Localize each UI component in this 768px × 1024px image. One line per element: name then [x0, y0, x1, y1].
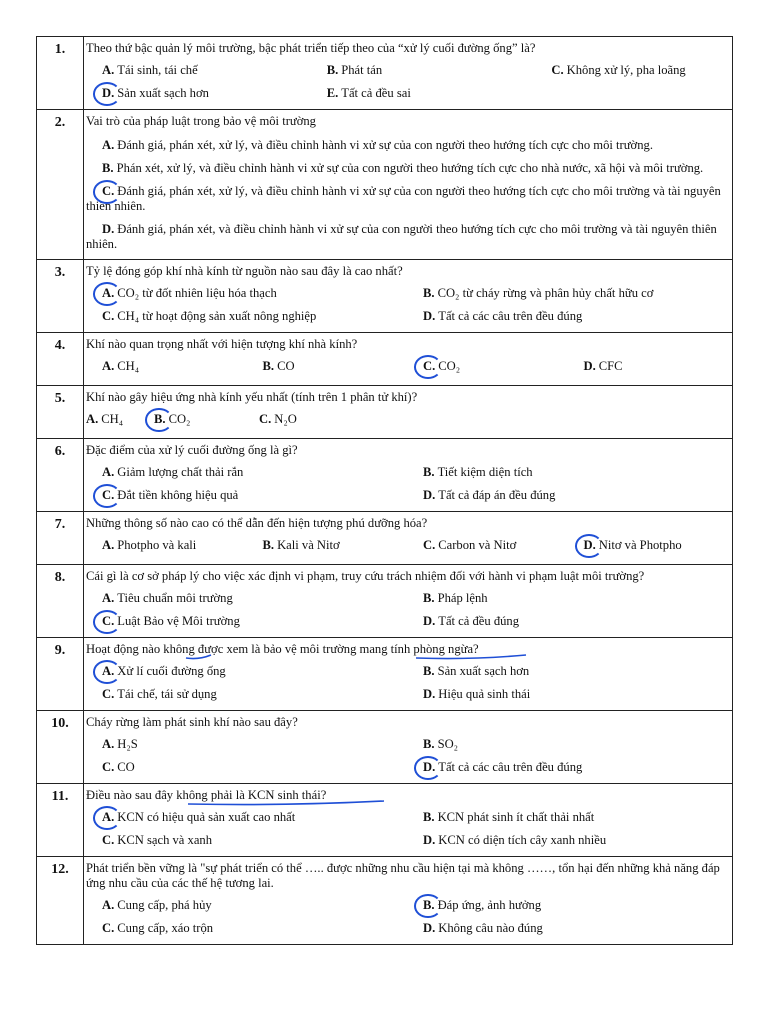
question-body — [84, 110, 733, 260]
option-text: Tiêu chuẩn môi trường — [117, 591, 233, 605]
option-letter: D. — [423, 921, 436, 935]
question-number: 6. — [37, 439, 84, 512]
option-letter: C. — [423, 538, 436, 552]
option-letter: A. — [86, 412, 99, 426]
question-body — [84, 857, 733, 945]
answer-option-c[interactable] — [86, 184, 728, 214]
question-number: 7. — [37, 512, 84, 565]
option-letter: D. — [423, 488, 436, 502]
option-letter: D. — [583, 359, 596, 373]
option-letter: D. — [102, 86, 115, 100]
answer-option-d[interactable] — [407, 309, 728, 324]
option-letter: A. — [102, 63, 115, 77]
answer-option-b[interactable] — [407, 664, 728, 679]
question-number: 8. — [37, 565, 84, 638]
option-letter: B. — [326, 63, 339, 77]
question-number: 10. — [37, 711, 84, 784]
answer-options — [86, 587, 728, 633]
option-text: CO₂ từ cháy rừng và phân hủy chất hữu cơ — [437, 286, 654, 300]
option-text: Tất cả các câu trên đều đúng — [438, 309, 583, 323]
option-text: Sản xuất sạch hơn — [117, 86, 209, 100]
question-body — [84, 37, 733, 110]
option-text: CO₂ — [438, 359, 461, 373]
answer-option-a[interactable] — [86, 810, 407, 825]
option-letter: A. — [102, 538, 115, 552]
answer-option-c[interactable] — [86, 488, 407, 503]
answer-option-b[interactable] — [311, 63, 536, 78]
answer-option-b[interactable] — [407, 737, 728, 752]
answer-option-a[interactable] — [86, 664, 407, 679]
question-body — [84, 386, 733, 439]
option-text: Photpho và kali — [117, 538, 197, 552]
question-text: Điều nào sau đây không phải là KCN sinh thái? — [86, 788, 327, 802]
option-text: Tái chế, tái sử dụng — [117, 687, 217, 701]
option-letter: B. — [102, 161, 114, 175]
question-number: 9. — [37, 638, 84, 711]
option-text: Đắt tiền không hiệu quả — [117, 488, 239, 502]
option-text: Giảm lượng chất thải rắn — [117, 465, 244, 479]
answer-options — [86, 355, 728, 378]
answer-option-d[interactable] — [407, 833, 728, 848]
option-text: Cung cấp, phá hủy — [117, 898, 212, 912]
option-text: CFC — [598, 359, 623, 373]
option-letter: C. — [259, 412, 272, 426]
question-text: Theo thứ bậc quản lý môi trường, bậc phát triển tiếp theo của “xử lý cuối đường ống” là? — [86, 41, 536, 55]
question-text: Vai trò của pháp luật trong bảo vệ môi trường — [86, 114, 316, 128]
answer-option-c[interactable] — [407, 538, 568, 553]
option-text: Pháp lệnh — [437, 591, 488, 605]
question-body — [84, 512, 733, 565]
option-text: Tiết kiệm diện tích — [437, 465, 533, 479]
option-text: N₂O — [274, 412, 297, 426]
answer-option-b[interactable] — [407, 810, 728, 825]
question-body — [84, 565, 733, 638]
question-number: 3. — [37, 260, 84, 333]
option-text: Đánh giá, phán xét, và điều chỉnh hành vi xử sự của con người theo hướng tích cực cho môi trường và tài nguyên thiên nhiên. — [86, 222, 717, 251]
option-letter: D. — [423, 687, 436, 701]
answer-option-d[interactable] — [407, 488, 728, 503]
question-text: Tỷ lệ đóng góp khí nhà kính từ nguồn nào sau đây là cao nhất? — [86, 264, 403, 278]
answer-option-b[interactable] — [86, 161, 728, 176]
question-row — [37, 711, 733, 784]
question-number: 1. — [37, 37, 84, 110]
answer-options — [86, 806, 728, 852]
question-number: 2. — [37, 110, 84, 260]
answer-option-a[interactable] — [86, 898, 407, 913]
option-text: Đánh giá, phán xét, xử lý, và điều chỉnh hành vi xử sự của con người theo hướng tích cực cho môi trường. — [117, 138, 653, 152]
answer-option-d[interactable] — [86, 86, 311, 101]
question-number: 11. — [37, 784, 84, 857]
answer-option-a[interactable] — [86, 591, 407, 606]
answer-option-a[interactable] — [86, 465, 407, 480]
answer-option-c[interactable] — [86, 921, 407, 936]
question-row — [37, 565, 733, 638]
question-number: 5. — [37, 386, 84, 439]
option-letter: A. — [102, 286, 115, 300]
option-letter: D. — [423, 760, 436, 774]
option-text: CH₄ — [117, 359, 140, 373]
answer-option-d[interactable] — [568, 359, 729, 374]
option-text: Tất cả các câu trên đều đúng — [438, 760, 583, 774]
answer-options — [86, 534, 728, 557]
question-row — [37, 512, 733, 565]
question-row — [37, 110, 733, 260]
option-letter: B. — [423, 737, 435, 751]
option-text: Đánh giá, phán xét, xử lý, và điều chỉnh hành vi xử sự của con người theo hướng tích cực cho môi trường và tài nguyên thiên nhiên. — [86, 184, 721, 213]
answer-option-b[interactable] — [247, 538, 408, 553]
option-letter: C. — [102, 309, 115, 323]
option-letter: C. — [102, 184, 115, 198]
answer-option-d[interactable] — [86, 222, 728, 252]
option-letter: A. — [102, 737, 115, 751]
answer-option-a[interactable] — [86, 138, 728, 153]
question-row — [37, 638, 733, 711]
question-row — [37, 857, 733, 945]
answer-options — [86, 660, 728, 706]
option-text: Luật Bảo vệ Môi trường — [117, 614, 240, 628]
option-letter: A. — [102, 138, 115, 152]
question-row — [37, 333, 733, 386]
option-letter: D. — [423, 614, 436, 628]
option-letter: B. — [423, 465, 435, 479]
option-text: KCN phát sinh ít chất thải nhất — [437, 810, 595, 824]
option-text: SO₂ — [437, 737, 459, 751]
answer-option-c[interactable] — [259, 412, 297, 427]
option-text: Cung cấp, xáo trộn — [117, 921, 214, 935]
option-text: Đáp ứng, ảnh hưởng — [437, 898, 542, 912]
answer-option-a[interactable] — [86, 538, 247, 553]
option-text: Kali và Nitơ — [277, 538, 340, 552]
option-letter: D. — [423, 309, 436, 323]
question-body — [84, 784, 733, 857]
answer-option-d[interactable] — [407, 921, 728, 936]
option-letter: C. — [102, 833, 115, 847]
option-text: Tất cả đều sai — [341, 86, 411, 100]
question-text: Những thông số nào cao có thể dẫn đến hiện tượng phú dưỡng hóa? — [86, 516, 428, 530]
option-text: Xử lí cuối đường ống — [117, 664, 226, 678]
answer-options — [86, 894, 728, 940]
question-body — [84, 333, 733, 386]
answer-option-b[interactable] — [154, 412, 259, 427]
answer-option-c[interactable] — [407, 359, 568, 374]
answer-option-d[interactable] — [568, 538, 729, 553]
option-letter: B. — [262, 359, 275, 373]
question-text: Khí nào gây hiệu ứng nhà kính yếu nhất (tính trên 1 phân tử khí)? — [86, 390, 418, 404]
option-text: H₂S — [117, 737, 138, 751]
option-text: Nitơ và Photpho — [598, 538, 682, 552]
question-text: Hoạt động nào không được xem là bảo vệ môi trường mang tính phòng ngừa? — [86, 642, 479, 656]
answer-option-b[interactable] — [407, 591, 728, 606]
option-text: Tất cả đều đúng — [438, 614, 520, 628]
question-text: Đặc điểm của xử lý cuối đường ống là gì? — [86, 443, 298, 457]
option-text: CO₂ — [168, 412, 191, 426]
answer-options — [86, 132, 728, 255]
option-text: KCN có hiệu quả sản xuất cao nhất — [117, 810, 296, 824]
answer-options — [86, 733, 728, 779]
option-letter: B. — [154, 412, 166, 426]
question-row — [37, 439, 733, 512]
answer-options — [86, 408, 728, 431]
answer-options — [86, 282, 728, 328]
option-text: Sản xuất sạch hơn — [437, 664, 530, 678]
option-text: Hiệu quả sinh thái — [438, 687, 531, 701]
option-text: Phát tán — [341, 63, 383, 77]
question-row — [37, 784, 733, 857]
answer-option-d[interactable] — [407, 687, 728, 702]
answer-options — [86, 59, 728, 105]
option-letter: A. — [102, 898, 115, 912]
option-letter: A. — [102, 359, 115, 373]
option-text: Tái sinh, tái chế — [117, 63, 198, 77]
answer-option-c[interactable] — [86, 309, 407, 324]
option-text: CH₄ từ hoạt động sản xuất nông nghiệp — [117, 309, 317, 323]
answer-option-a[interactable] — [86, 737, 407, 752]
answer-option-d[interactable] — [407, 760, 728, 775]
answer-option-b[interactable] — [407, 286, 728, 301]
option-text: CH₄ — [101, 412, 124, 426]
answer-option-c[interactable] — [86, 833, 407, 848]
question-text: Cháy rừng làm phát sinh khí nào sau đây? — [86, 715, 298, 729]
question-number: 12. — [37, 857, 84, 945]
option-letter: B. — [262, 538, 275, 552]
option-letter: C. — [102, 488, 115, 502]
question-row — [37, 386, 733, 439]
option-letter: D. — [583, 538, 596, 552]
option-text: Không câu nào đúng — [438, 921, 543, 935]
option-text: CO — [277, 359, 295, 373]
option-letter: C. — [551, 63, 564, 77]
answer-option-a[interactable] — [86, 359, 247, 374]
option-text: Không xử lý, pha loãng — [566, 63, 686, 77]
question-row — [37, 260, 733, 333]
answer-option-b[interactable] — [407, 898, 728, 913]
option-letter: A. — [102, 810, 115, 824]
answer-option-c[interactable] — [86, 687, 407, 702]
option-letter: B. — [423, 591, 435, 605]
question-body — [84, 711, 733, 784]
option-text: Tất cả đáp án đều đúng — [438, 488, 556, 502]
question-number: 4. — [37, 333, 84, 386]
question-text: Cái gì là cơ sở pháp lý cho việc xác định vi phạm, truy cứu trách nhiệm đối với hành vi phạm luật môi trường? — [86, 569, 645, 583]
option-letter: C. — [102, 921, 115, 935]
option-text: CO — [117, 760, 135, 774]
option-letter: A. — [102, 664, 115, 678]
option-text: Carbon và Nitơ — [438, 538, 517, 552]
option-letter: B. — [423, 286, 435, 300]
option-letter: C. — [102, 614, 115, 628]
option-letter: B. — [423, 898, 435, 912]
question-row — [37, 37, 733, 110]
option-letter: B. — [423, 664, 435, 678]
answer-option-c[interactable] — [86, 614, 407, 629]
quiz-table — [36, 36, 733, 945]
option-text: CO₂ từ đốt nhiên liệu hóa thạch — [117, 286, 277, 300]
option-text: KCN sạch và xanh — [117, 833, 213, 847]
option-letter: D. — [423, 833, 436, 847]
option-text: KCN có diện tích cây xanh nhiều — [438, 833, 607, 847]
question-body — [84, 439, 733, 512]
answer-option-c[interactable] — [535, 63, 728, 78]
answer-option-a[interactable] — [86, 412, 154, 427]
option-letter: E. — [326, 86, 339, 100]
option-letter: A. — [102, 591, 115, 605]
option-letter: C. — [102, 687, 115, 701]
answer-option-d[interactable] — [407, 614, 728, 629]
answer-option-a[interactable] — [86, 63, 311, 78]
answer-options — [86, 461, 728, 507]
option-letter: B. — [423, 810, 435, 824]
option-letter: A. — [102, 465, 115, 479]
option-letter: C. — [102, 760, 115, 774]
option-letter: D. — [102, 222, 115, 236]
question-text: Phát triển bền vững là "sự phát triển có thể ….. được những nhu cầu hiện tại mà không ……, tổn hại đến những khả năng đáp ứng nhu cầu của các thế hệ tương lai. — [86, 861, 720, 890]
option-text: Phán xét, xử lý, và điều chỉnh hành vi xử sự của con người theo hướng tích cực cho nhà nước, xã hội và môi trường. — [116, 161, 704, 175]
answer-option-a[interactable] — [86, 286, 407, 301]
question-text: Khí nào quan trọng nhất với hiện tượng khí nhà kính? — [86, 337, 358, 351]
answer-option-b[interactable] — [247, 359, 408, 374]
answer-option-e[interactable] — [311, 86, 536, 101]
question-body — [84, 638, 733, 711]
option-letter: C. — [423, 359, 436, 373]
answer-option-b[interactable] — [407, 465, 728, 480]
question-body — [84, 260, 733, 333]
answer-option-c[interactable] — [86, 760, 407, 775]
